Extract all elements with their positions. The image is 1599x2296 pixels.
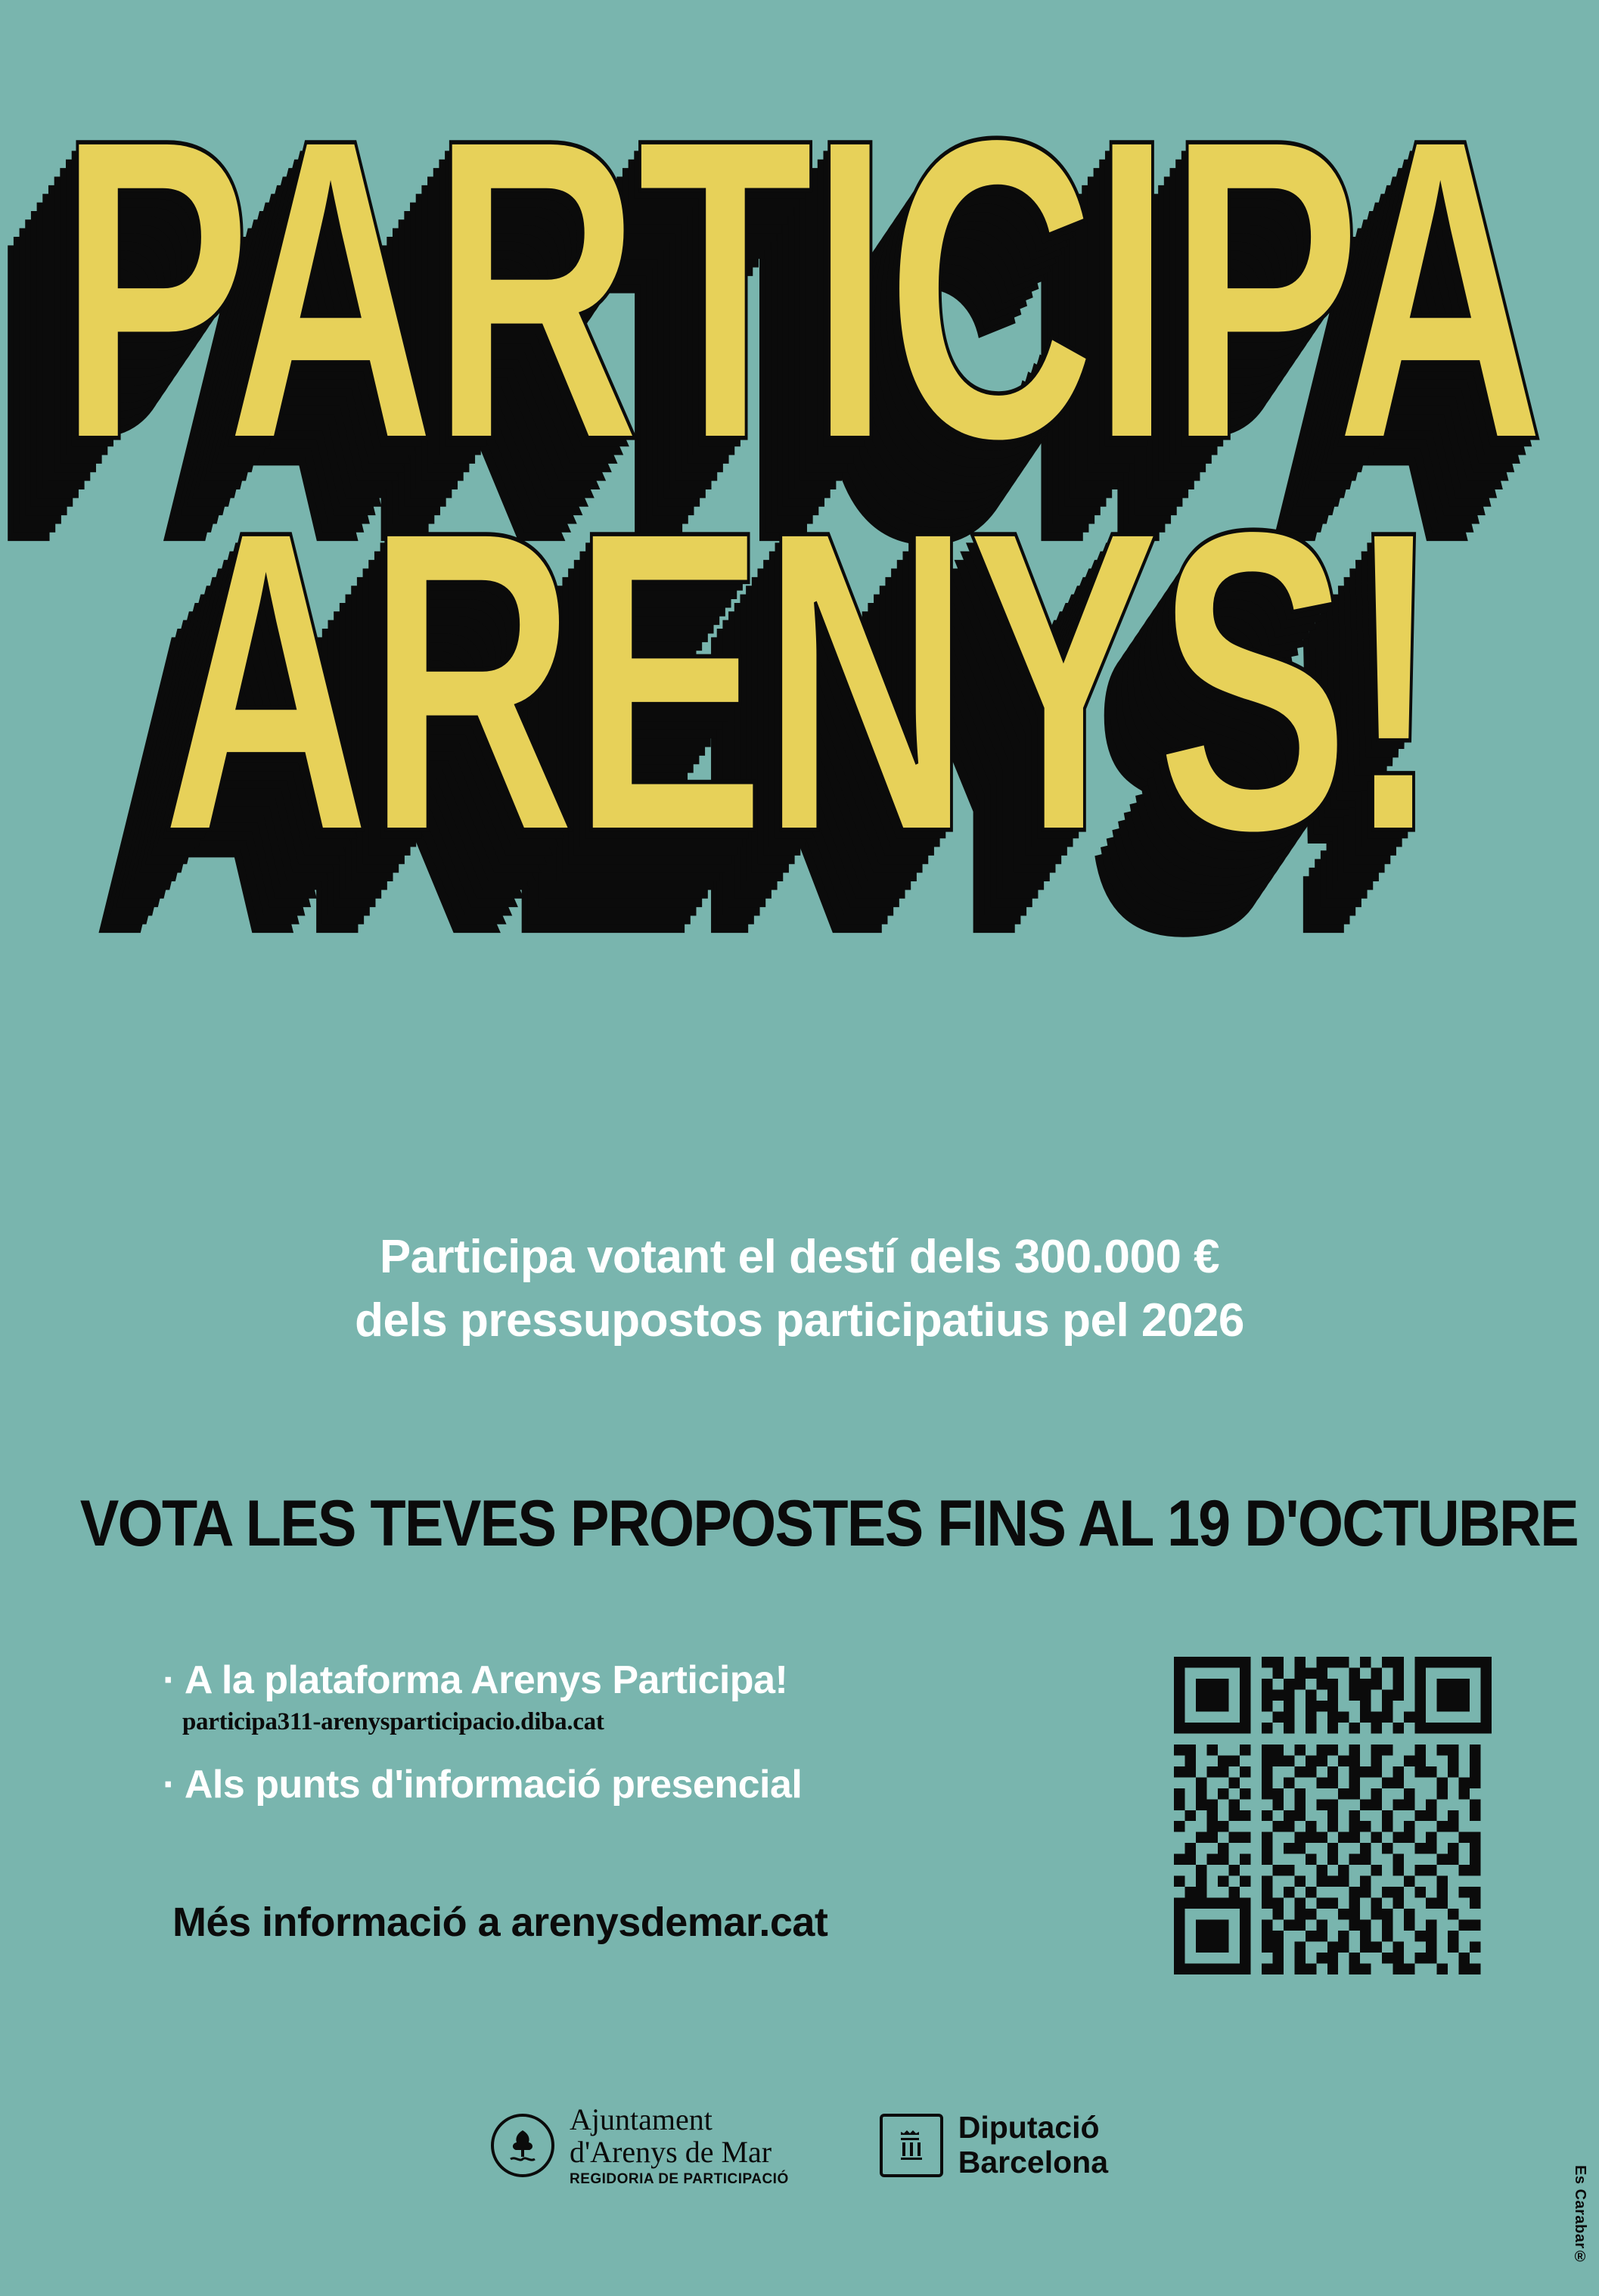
footer-logos: [0, 2103, 1599, 2188]
bullet-list: [163, 1657, 1070, 1807]
headline-line-1: PARTICIPA: [57, 48, 1542, 530]
qr-code-icon: [1174, 1657, 1492, 1974]
crown-shield-icon: [890, 2124, 933, 2167]
bullet-item-platform: · A la plataforma Arenys Participa!: [163, 1658, 788, 1702]
diputacio-line-1: Diputació: [958, 2110, 1100, 2145]
more-info-text[interactable]: Més informació a arenysdemar.cat: [172, 1900, 828, 1945]
qr-code[interactable]: [1174, 1657, 1492, 1974]
deadline-banner: VOTA LES TEVES PROPOSTES FINS AL 19 D'OCTUBRE: [79, 1487, 1578, 1560]
diputacio-logo-text: [958, 2111, 1108, 2180]
headline-line-2: ARENYS!: [161, 440, 1438, 921]
ajuntament-logo-text: [570, 2103, 789, 2188]
diputacio-crest-icon: [880, 2114, 943, 2177]
subheading-line-1: Participa votant el destí dels 300.000 €: [379, 1231, 1220, 1283]
headline-line-2-wrap: [0, 440, 1599, 921]
subheading-line-2: dels pressupostos participatius pel 2026: [355, 1294, 1244, 1347]
platform-url[interactable]: participa311-arenysparticipacio.diba.cat: [182, 1708, 604, 1736]
ajuntament-line-2: d'Arenys de Mar: [569, 2135, 772, 2170]
ajuntament-sub: REGIDORIA DE PARTICIPACIÓ: [569, 2171, 789, 2188]
designer-credit: Es Carabar®: [1572, 2164, 1588, 2266]
tree-icon: [501, 2124, 544, 2167]
logo-ajuntament-arenys-de-mar: [491, 2103, 789, 2188]
ajuntament-line-1: Ajuntament: [569, 2102, 713, 2136]
headline-block: [0, 48, 1599, 921]
subheading: [0, 1226, 1599, 1352]
tree-crest-icon: [491, 2114, 554, 2177]
bullet-item-in-person: · Als punts d'informació presencial: [163, 1763, 803, 1807]
logo-diputacio-barcelona: [880, 2111, 1108, 2180]
diputacio-line-2: Barcelona: [958, 2144, 1109, 2179]
